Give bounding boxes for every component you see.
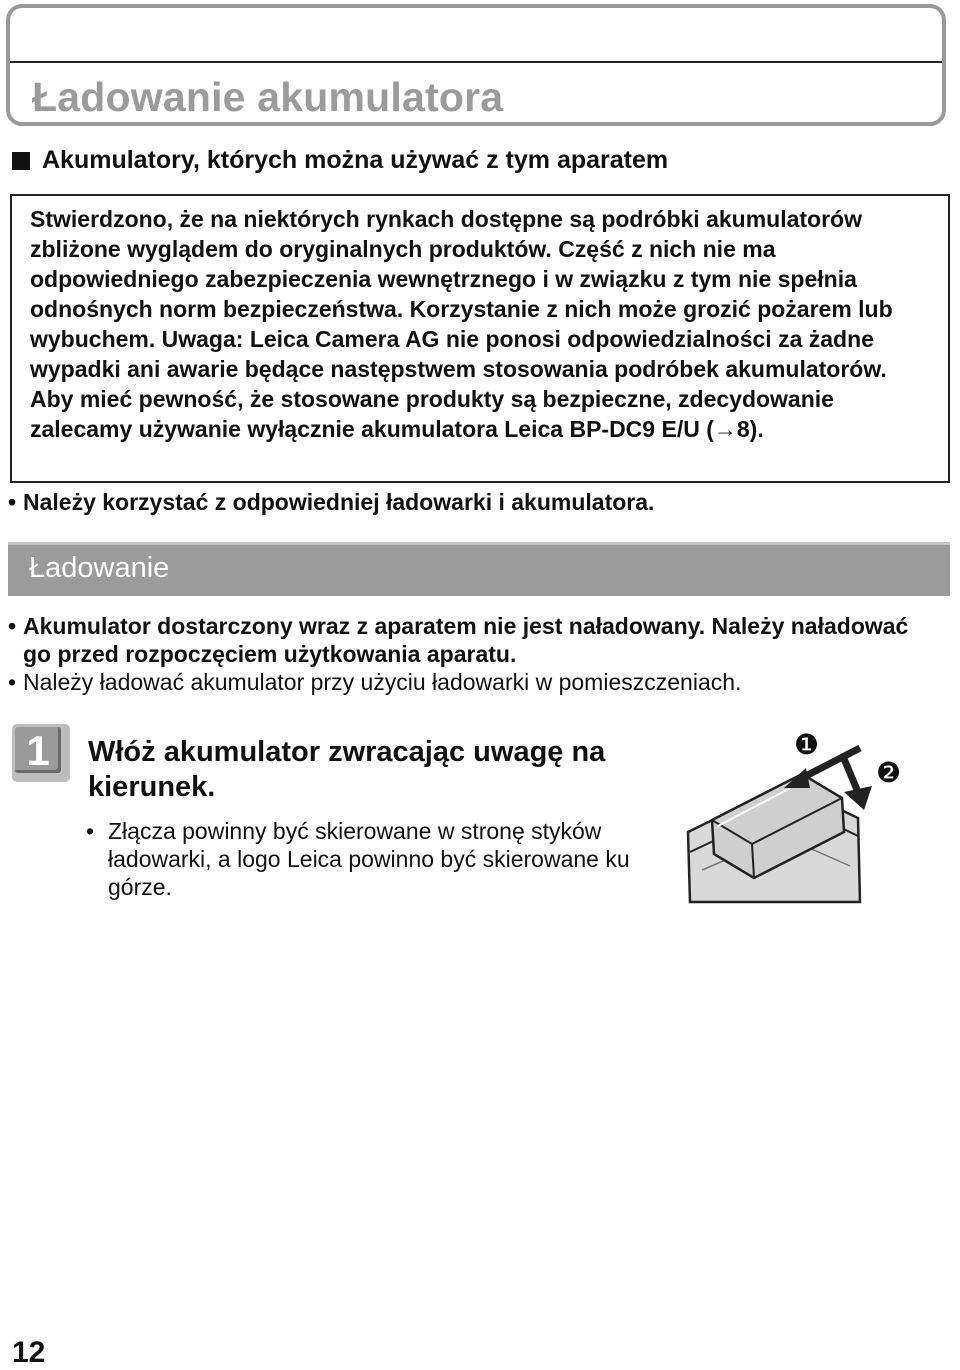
step-number-badge <box>12 724 70 782</box>
page-title: Ładowanie akumulatora <box>32 74 504 120</box>
section-heading <box>12 146 668 175</box>
bullet-dot: • <box>8 613 17 639</box>
black-square-icon <box>12 152 30 170</box>
bullet-charger <box>8 489 654 516</box>
arrow-slide-head <box>784 768 810 788</box>
title-rule <box>10 61 942 63</box>
charging-notes <box>8 612 928 696</box>
marker-1: ❶ <box>794 728 820 761</box>
section-banner <box>8 542 950 596</box>
step-note <box>86 817 646 901</box>
note-regular <box>8 668 928 696</box>
warning-text: Stwierdzono, że na niektórych rynkach dostępne są podróbki akumulatorów zbliżone wyglądem do oryginalnych produktów. Część z nich nie ma odpowiedniego zabezpieczenia wewnętrznego i w związku z tym nie spełnia odnośnych norm bezpieczeństwa. Korzystanie z nich może grozić pożarem lub wybuchem. Uwaga: Leica Camera AG nie ponosi odpowiedzialności za żadne wypadki ani awarie będące następstwem stosowania podróbek akumulatorów. Aby mieć pewność, że stosowane produkty są bezpieczne, zdecydowanie zalecamy używanie wyłącznie akumulatora Leica BP-DC9 E/U (→8). <box>30 206 893 442</box>
section-heading-text: Akumulatory, których można używać z tym aparatem <box>42 146 669 174</box>
step-title: Włóż akumulator zwracając uwagę na kierunek. <box>88 736 606 803</box>
note-bold-text: Akumulator dostarczony wraz z aparatem nie jest naładowany. Należy naładować go przed rozpoczęciem użytkowania aparatu. <box>23 613 909 667</box>
bullet-dot: • <box>8 669 17 695</box>
page-number: 12 <box>12 1336 46 1369</box>
arrow-press-head <box>844 786 872 810</box>
warning-box <box>10 194 950 483</box>
battery-charger-illustration <box>682 720 914 906</box>
bullet-charger-text: Należy korzystać z odpowiedniej ładowarki i akumulatora. <box>23 489 655 515</box>
note-regular-text: Należy ładować akumulator przy użyciu ładowarki w pomieszczeniach. <box>23 669 742 695</box>
arrow-press-shaft <box>842 754 858 792</box>
marker-2: ❷ <box>876 756 902 789</box>
title-box <box>6 4 946 126</box>
bullet-dot: • <box>86 818 95 844</box>
step-number: 1 <box>15 727 61 773</box>
banner-label: Ładowanie <box>29 552 170 584</box>
step-note-text: Złącza powinny być skierowane w stronę styków ładowarki, a logo Leica powinno być skierowane ku górze. <box>108 818 630 900</box>
bullet-dot: • <box>8 489 17 515</box>
note-bold <box>8 612 928 668</box>
